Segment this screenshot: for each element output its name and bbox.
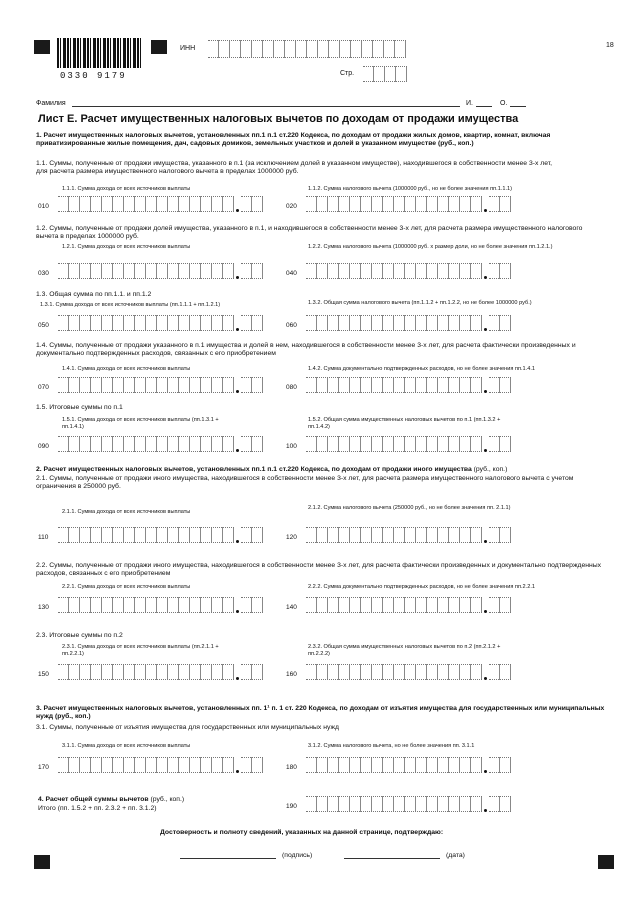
surname-label: Фамилия bbox=[36, 100, 66, 107]
field-120-kop[interactable] bbox=[489, 527, 511, 543]
section-4-title-text: 4. Расчет общей суммы вычетов bbox=[38, 796, 149, 803]
label-1-3-1: 1.3.1. Сумма дохода от всех источников выплаты (пп.1.1.1 + пп.1.2.1) bbox=[40, 302, 221, 308]
p-2-2: 2.2. Суммы, полученные от продажи иного имущества, находившегося в собственности менее 3-х лет, для расчета фактически произведенных и документально подтвержденных расходов, связанных с его приобретением bbox=[36, 562, 602, 578]
field-140[interactable] bbox=[306, 597, 482, 613]
label-2-2-2: 2.2.2. Сумма документально подтвержденных расходов, но не более значения пп.2.2.1 bbox=[308, 584, 535, 590]
code-050: 050 bbox=[38, 322, 49, 329]
initial-o-field[interactable] bbox=[510, 106, 526, 107]
section-2-title bbox=[36, 466, 608, 474]
code-040: 040 bbox=[286, 270, 297, 277]
corner-marker-top-left bbox=[34, 40, 50, 54]
code-020: 020 bbox=[286, 203, 297, 210]
label-2-3-1: 2.3.1. Сумма дохода от всех источников выплаты (пп.2.1.1 + пп.2.2.1) bbox=[62, 644, 219, 657]
barcode-number: 0330 9179 bbox=[60, 71, 127, 81]
label-1-2-1: 1.2.1. Сумма дохода от всех источников выплаты bbox=[62, 244, 191, 250]
decimal-dot bbox=[484, 540, 487, 543]
confirm-text: Достоверность и полноту сведений, указанных на данной странице, подтверждаю: bbox=[160, 829, 444, 836]
code-030: 030 bbox=[38, 270, 49, 277]
label-1-4-1: 1.4.1. Сумма дохода от всех источников выплаты bbox=[62, 366, 191, 372]
label-2-2-1: 2.2.1. Сумма дохода от всех источников выплаты bbox=[62, 584, 191, 590]
decimal-dot bbox=[484, 390, 487, 393]
initial-i-field[interactable] bbox=[476, 106, 492, 107]
p-2-1: 2.1. Суммы, полученные от продажи иного имущества, находившегося в собственности менее 3-х лет, для расчета размера имущественного налогового вычета с учетом ограничения в 250000 руб. bbox=[36, 475, 574, 491]
field-030[interactable] bbox=[58, 263, 234, 279]
section-2-title-unit: (руб., коп.) bbox=[471, 466, 508, 473]
field-170-kop[interactable] bbox=[241, 757, 263, 773]
decimal-dot bbox=[484, 276, 487, 279]
field-070-kop[interactable] bbox=[241, 377, 263, 393]
section-3-title: 3. Расчет имущественных налоговых вычетов, установленных пп. 1¹ п. 1 ст. 220 Кодекса, по доходам от изъятия имущества для государственных или муниципальных нужд (руб., коп.) bbox=[36, 705, 605, 721]
label-1-4-2: 1.4.2. Сумма документально подтвержденных расходов, но не более значения пп.1.4.1 bbox=[308, 366, 535, 372]
field-170[interactable] bbox=[58, 757, 234, 773]
field-050[interactable] bbox=[58, 315, 234, 331]
signature-field[interactable] bbox=[180, 858, 276, 859]
p-1-4: 1.4. Суммы, полученные от продажи указанного в п.1 имущества и долей в нем, находившегося в собственности менее 3-х лет, для расчета фактически произведенных и документально подтвержденных расходов, связанных с его приобретением bbox=[36, 342, 576, 358]
decimal-dot bbox=[484, 209, 487, 212]
field-130[interactable] bbox=[58, 597, 234, 613]
corner-marker-top-center bbox=[151, 40, 167, 54]
section-1-title: 1. Расчет имущественных налоговых вычетов, установленных пп.1 п.1 ст.220 Кодекса, по доходам от продажи жилых домов, квартир, комнат, включая приватизированные жилые помещения, дач, садовых домиков, земельных участков и долей в указанном имуществе (руб., коп.) bbox=[36, 132, 551, 148]
initial-i-label: И. bbox=[466, 100, 473, 107]
field-040[interactable] bbox=[306, 263, 482, 279]
decimal-dot bbox=[236, 209, 239, 212]
field-100[interactable] bbox=[306, 436, 482, 452]
field-180[interactable] bbox=[306, 757, 482, 773]
p-1-3: 1.3. Общая сумма по пп.1.1. и пп.1.2 bbox=[36, 291, 152, 298]
field-020[interactable] bbox=[306, 196, 482, 212]
field-060[interactable] bbox=[306, 315, 482, 331]
decimal-dot bbox=[484, 449, 487, 452]
code-150: 150 bbox=[38, 671, 49, 678]
code-070: 070 bbox=[38, 384, 49, 391]
field-110[interactable] bbox=[58, 527, 234, 543]
page-number: 18 bbox=[606, 42, 614, 49]
field-080-kop[interactable] bbox=[489, 377, 511, 393]
label-1-1-2: 1.1.2. Сумма налогового вычета (1000000 руб., но не более значения пп.1.1.1) bbox=[308, 186, 513, 192]
decimal-dot bbox=[484, 770, 487, 773]
code-110: 110 bbox=[38, 534, 49, 541]
decimal-dot bbox=[236, 770, 239, 773]
field-090[interactable] bbox=[58, 436, 234, 452]
label-1-2-2: 1.2.2. Сумма налогового вычета (1000000 руб. х размер доли, но не более значения пп.1.2.1.) bbox=[308, 244, 553, 250]
barcode bbox=[57, 38, 143, 68]
decimal-dot bbox=[484, 328, 487, 331]
decimal-dot bbox=[236, 276, 239, 279]
code-170: 170 bbox=[38, 764, 49, 771]
code-080: 080 bbox=[286, 384, 297, 391]
corner-marker-bottom-left bbox=[34, 855, 50, 869]
field-140-kop[interactable] bbox=[489, 597, 511, 613]
surname-field[interactable] bbox=[72, 106, 460, 107]
label-3-1-2: 3.1.2. Сумма налогового вычета, но не более значения пп. 3.1.1 bbox=[308, 743, 475, 749]
label-2-1-2: 2.1.2. Сумма налогового вычета (250000 руб., но не более значения пп. 2.1.1) bbox=[308, 505, 511, 511]
section-4-title bbox=[38, 796, 184, 804]
section-4-formula: Итого (пп. 1.5.2 + пп. 2.3.2 + пп. 3.1.2) bbox=[38, 805, 157, 812]
code-130: 130 bbox=[38, 604, 49, 611]
field-120[interactable] bbox=[306, 527, 482, 543]
decimal-dot bbox=[236, 449, 239, 452]
code-010: 010 bbox=[38, 203, 49, 210]
label-2-3-2: 2.3.2. Общая сумма имущественных налоговых вычетов по п.2 (пп.2.1.2 + пп.2.2.2) bbox=[308, 644, 501, 657]
inn-label: ИНН bbox=[180, 45, 196, 52]
code-100: 100 bbox=[286, 443, 297, 450]
code-180: 180 bbox=[286, 764, 297, 771]
code-120: 120 bbox=[286, 534, 297, 541]
decimal-dot bbox=[236, 390, 239, 393]
field-180-kop[interactable] bbox=[489, 757, 511, 773]
field-190-kop[interactable] bbox=[489, 796, 511, 812]
field-010[interactable] bbox=[58, 196, 234, 212]
sheet-title: Лист Е. Расчет имущественных налоговых вычетов по доходам от продажи имущества bbox=[38, 113, 519, 125]
date-field[interactable] bbox=[344, 858, 440, 859]
field-150-kop[interactable] bbox=[241, 664, 263, 680]
field-150[interactable] bbox=[58, 664, 234, 680]
field-050-kop[interactable] bbox=[241, 315, 263, 331]
field-020-kop[interactable] bbox=[489, 196, 511, 212]
field-160-kop[interactable] bbox=[489, 664, 511, 680]
date-label: (дата) bbox=[446, 852, 465, 859]
page-label: Стр. bbox=[340, 70, 355, 77]
code-160: 160 bbox=[286, 671, 297, 678]
corner-marker-bottom-right bbox=[598, 855, 614, 869]
decimal-dot bbox=[236, 540, 239, 543]
code-090: 090 bbox=[38, 443, 49, 450]
label-3-1-1: 3.1.1. Сумма дохода от всех источников выплаты bbox=[62, 743, 191, 749]
p-3-1: 3.1. Суммы, полученные от изъятия имущества для государственных или муниципальных нужд bbox=[36, 724, 339, 731]
field-010-kop[interactable] bbox=[241, 196, 263, 212]
field-160[interactable] bbox=[306, 664, 482, 680]
field-060-kop[interactable] bbox=[489, 315, 511, 331]
p-2-3: 2.3. Итоговые суммы по п.2 bbox=[36, 632, 123, 639]
section-2-title-text: 2. Расчет имущественных налоговых вычетов, установленных пп.1 п.1 ст.220 Кодекса, по доходам от продажи иного имущества bbox=[36, 466, 472, 473]
code-140: 140 bbox=[286, 604, 297, 611]
code-060: 060 bbox=[286, 322, 297, 329]
field-090-kop[interactable] bbox=[241, 436, 263, 452]
page-field[interactable] bbox=[363, 66, 407, 82]
decimal-dot bbox=[484, 677, 487, 680]
decimal-dot bbox=[236, 610, 239, 613]
decimal-dot bbox=[236, 328, 239, 331]
label-1-3-2: 1.3.2. Общая сумма налогового вычета (пп.1.1.2 + пп.1.2.2, но не более 1000000 руб.) bbox=[308, 300, 532, 306]
field-030-kop[interactable] bbox=[241, 263, 263, 279]
field-190[interactable] bbox=[306, 796, 482, 812]
field-080[interactable] bbox=[306, 377, 482, 393]
label-1-5-1: 1.5.1. Сумма дохода от всех источников выплаты (пп.1.3.1 + пп.1.4.1) bbox=[62, 417, 219, 430]
decimal-dot bbox=[236, 677, 239, 680]
code-190: 190 bbox=[286, 803, 297, 810]
signature-label: (подпись) bbox=[282, 852, 313, 859]
field-110-kop[interactable] bbox=[241, 527, 263, 543]
field-070[interactable] bbox=[58, 377, 234, 393]
p-1-5: 1.5. Итоговые суммы по п.1 bbox=[36, 404, 123, 411]
decimal-dot bbox=[484, 809, 487, 812]
label-2-1-1: 2.1.1. Сумма дохода от всех источников выплаты bbox=[62, 509, 191, 515]
label-1-5-2: 1.5.2. Общая сумма имущественных налоговых вычетов по п.1 (пп.1.3.2 + пп.1.4.2) bbox=[308, 417, 501, 430]
field-040-kop[interactable] bbox=[489, 263, 511, 279]
decimal-dot bbox=[484, 610, 487, 613]
p-1-1: 1.1. Суммы, полученные от продажи имущества, указанного в п.1 (за исключением долей в указанном имуществе), находившегося в собственности менее 3-х лет, для расчета размера имущественного налогового вычета в пределах 1000000 руб. bbox=[36, 160, 553, 176]
p-1-2: 1.2. Суммы, полученные от продажи долей имущества, указанного в п.1, и находившегося в собственности менее 3-х лет, для расчета размера имущественного налогового вычета в пределах 1000000 руб. bbox=[36, 225, 583, 241]
label-1-1-1: 1.1.1. Сумма дохода от всех источников выплаты bbox=[62, 186, 191, 192]
field-130-kop[interactable] bbox=[241, 597, 263, 613]
field-100-kop[interactable] bbox=[489, 436, 511, 452]
initial-o-label: О. bbox=[500, 100, 508, 107]
section-4-title-unit: (руб., коп.) bbox=[148, 796, 185, 803]
inn-field[interactable] bbox=[208, 40, 406, 58]
